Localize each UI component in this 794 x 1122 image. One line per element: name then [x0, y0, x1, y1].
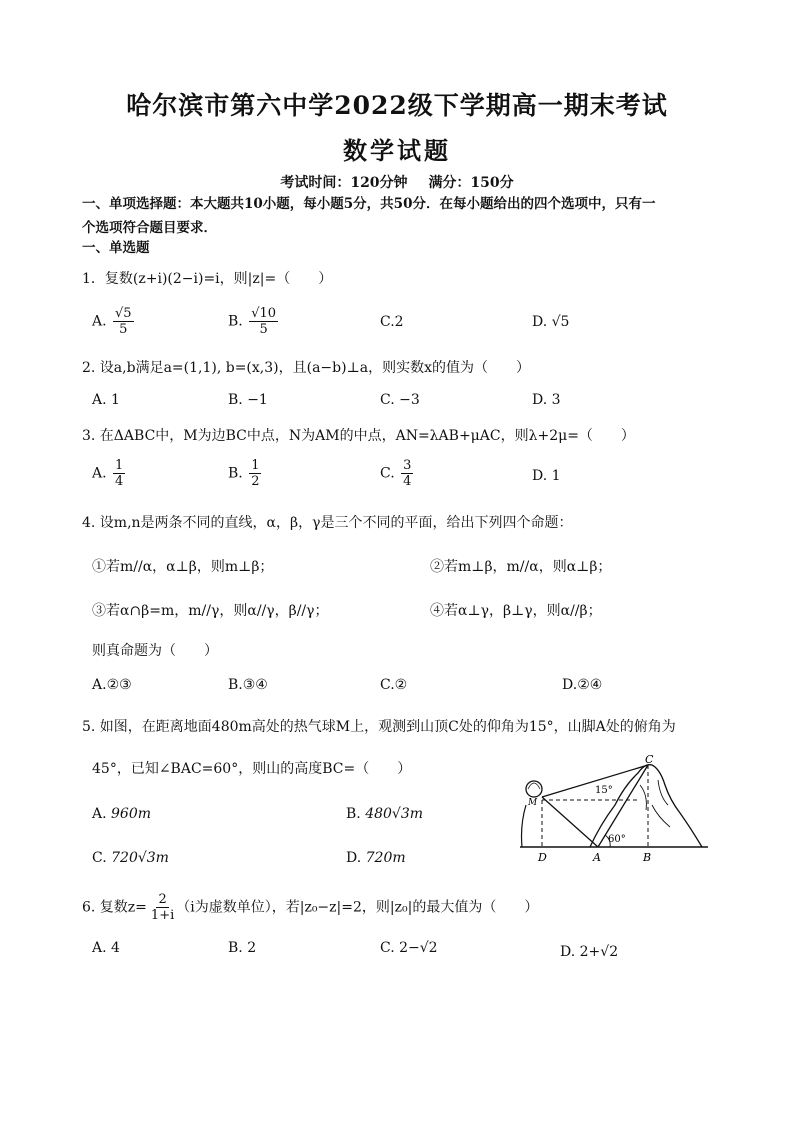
- proposition-3: ③若α∩β=m，m//γ，则α//γ，β//γ；: [92, 603, 329, 619]
- option-c[interactable]: [380, 940, 438, 956]
- option-text: 480√3m: [365, 806, 424, 822]
- denominator: 5: [259, 322, 268, 337]
- section-heading-line1: 一、单项选择题：本大题共10小题，每小题5分，共50分．在每小题给出的四个选项中，只有一: [82, 196, 656, 212]
- option-text: 960m: [111, 806, 152, 822]
- option-letter: D.: [560, 944, 576, 960]
- option-text: 720√3m: [111, 850, 169, 866]
- question-4-tail: 则真命题为（ ）: [92, 643, 218, 659]
- question-1-text: 1．复数(z+i)(2−i)=i，则|z|=（ ）: [82, 271, 333, 287]
- point-m-label: M: [528, 798, 538, 808]
- section-heading-line2: 个选项符合题目要求．: [82, 220, 217, 236]
- numerator: 3: [403, 458, 412, 473]
- point-c-label: C: [645, 755, 654, 766]
- denominator: 5: [119, 322, 128, 337]
- numerator: √10: [251, 306, 277, 321]
- option-c[interactable]: [92, 850, 169, 866]
- option-text: −1: [247, 392, 268, 408]
- option-a[interactable]: [92, 306, 134, 337]
- option-d[interactable]: [532, 392, 561, 408]
- option-a[interactable]: [92, 806, 151, 822]
- option-letter: B.: [228, 677, 243, 693]
- option-d[interactable]: [532, 468, 561, 484]
- option-d[interactable]: [562, 677, 602, 693]
- option-letter: D.: [562, 677, 578, 693]
- option-a[interactable]: [92, 940, 120, 956]
- option-a[interactable]: [92, 392, 120, 408]
- option-text: ②③: [106, 677, 132, 693]
- fraction: [149, 892, 176, 923]
- question-5-line1: 5. 如图，在距离地面480m高处的热气球M上，观测到山顶C处的仰角为15°，山脚A处的俯角为: [82, 719, 676, 735]
- option-c[interactable]: [380, 314, 404, 330]
- option-letter: A.: [92, 313, 107, 330]
- option-d[interactable]: [346, 850, 406, 866]
- option-text: 1: [111, 392, 120, 408]
- proposition-4: ④若α⊥γ，β⊥γ，则α//β；: [430, 603, 602, 619]
- option-text: 2+√2: [579, 944, 619, 960]
- numerator: 1: [251, 458, 260, 473]
- fraction: [401, 458, 413, 489]
- option-letter: D.: [532, 392, 548, 408]
- option-text: ②: [394, 677, 408, 693]
- section-subheading: 一、单选题: [82, 240, 150, 256]
- exam-score: 满分：150分: [428, 175, 514, 191]
- point-b-label: B: [643, 851, 652, 864]
- angle-60-label: 60°: [608, 834, 626, 845]
- option-text: ③④: [242, 677, 268, 693]
- option-letter: D.: [532, 468, 548, 484]
- option-letter: C.: [92, 850, 107, 866]
- point-a-label: A: [593, 851, 601, 864]
- question-2-text: 2. 设a,b满足a=(1,1), b=(x,3)，且(a−b)⊥a，则实数x的值为（ ）: [82, 360, 530, 376]
- option-b[interactable]: [228, 392, 268, 408]
- option-text: √5: [551, 314, 570, 330]
- option-letter: C.: [380, 392, 395, 408]
- fraction: [249, 458, 261, 489]
- option-letter: B.: [228, 392, 243, 408]
- exam-subtitle: 数学试题: [343, 136, 451, 165]
- question-6-pre: 6. 复数z=: [82, 899, 147, 916]
- option-text: 2−√2: [399, 940, 438, 956]
- option-d[interactable]: [532, 314, 569, 330]
- numerator: 1: [115, 458, 124, 473]
- exam-title: 哈尔滨市第六中学2022级下学期高一期末考试: [126, 91, 668, 120]
- option-letter: B.: [346, 806, 361, 822]
- option-c[interactable]: [380, 677, 407, 693]
- question-4-text: 4. 设m,n是两条不同的直线，α，β，γ是三个不同的平面，给出下列四个命题：: [82, 515, 573, 531]
- option-b[interactable]: [228, 458, 261, 489]
- option-letter: D.: [532, 314, 548, 330]
- option-letter: B.: [228, 940, 243, 956]
- numerator: 2: [158, 892, 167, 907]
- section-heading: [82, 192, 722, 240]
- option-text: 3: [551, 392, 561, 408]
- option-letter: B.: [228, 313, 243, 330]
- ma-line: [542, 797, 598, 847]
- proposition-1: ①若m//α，α⊥β，则m⊥β；: [92, 559, 274, 575]
- option-letter: C.: [380, 677, 395, 693]
- option-d[interactable]: [560, 944, 618, 960]
- denominator: 2: [251, 474, 260, 489]
- point-d-label: D: [538, 851, 547, 864]
- option-letter: A.: [92, 806, 107, 822]
- proposition-2: ②若m⊥β，m//α，则α⊥β；: [430, 559, 612, 575]
- option-letter: C.: [380, 465, 395, 482]
- mountain-diagram: [520, 755, 710, 867]
- exam-time: 考试时间：120分钟: [280, 175, 408, 191]
- angle-15-label: 15°: [595, 785, 613, 796]
- denominator: 4: [115, 474, 124, 489]
- fraction: [249, 306, 278, 337]
- option-letter: B.: [228, 465, 243, 482]
- question-6-post: （i为虚数单位），若|z₀−z|=2，则|z₀|的最大值为（ ）: [176, 899, 539, 916]
- option-text: 1: [551, 468, 561, 484]
- numerator: √5: [115, 306, 132, 321]
- option-c[interactable]: [380, 392, 420, 408]
- option-letter: C.: [380, 314, 395, 330]
- option-letter: A.: [92, 465, 107, 482]
- exam-meta: [0, 172, 794, 192]
- option-b[interactable]: [228, 940, 256, 956]
- option-text: 2: [247, 940, 257, 956]
- question-6-text: [82, 892, 732, 923]
- option-text: −3: [399, 392, 420, 408]
- question-5-line2: 45°，已知∠BAC=60°，则山的高度BC=（ ）: [92, 761, 412, 777]
- question-3-text: 3. 在ΔABC中，M为边BC中点，N为AM的中点，AN=λAB+μAC，则λ+2μ=（ ）: [82, 428, 635, 444]
- option-text: ②④: [577, 677, 603, 693]
- option-letter: A.: [92, 940, 107, 956]
- denominator: 1+i: [150, 908, 175, 923]
- option-letter: A.: [92, 392, 107, 408]
- option-text: 2: [394, 314, 404, 330]
- option-letter: A.: [92, 677, 107, 693]
- option-text: 720m: [365, 850, 406, 866]
- option-b[interactable]: [228, 677, 268, 693]
- option-a[interactable]: [92, 458, 125, 489]
- option-b[interactable]: [228, 306, 278, 337]
- option-letter: D.: [346, 850, 362, 866]
- left-cliff: [522, 805, 527, 847]
- fraction: [113, 306, 134, 337]
- option-c[interactable]: [380, 458, 413, 489]
- option-letter: C.: [380, 940, 395, 956]
- option-text: 4: [111, 940, 120, 956]
- balloon-stripe: [528, 783, 540, 789]
- option-a[interactable]: [92, 677, 132, 693]
- denominator: 4: [403, 474, 412, 489]
- option-b[interactable]: [346, 806, 423, 822]
- fraction: [113, 458, 125, 489]
